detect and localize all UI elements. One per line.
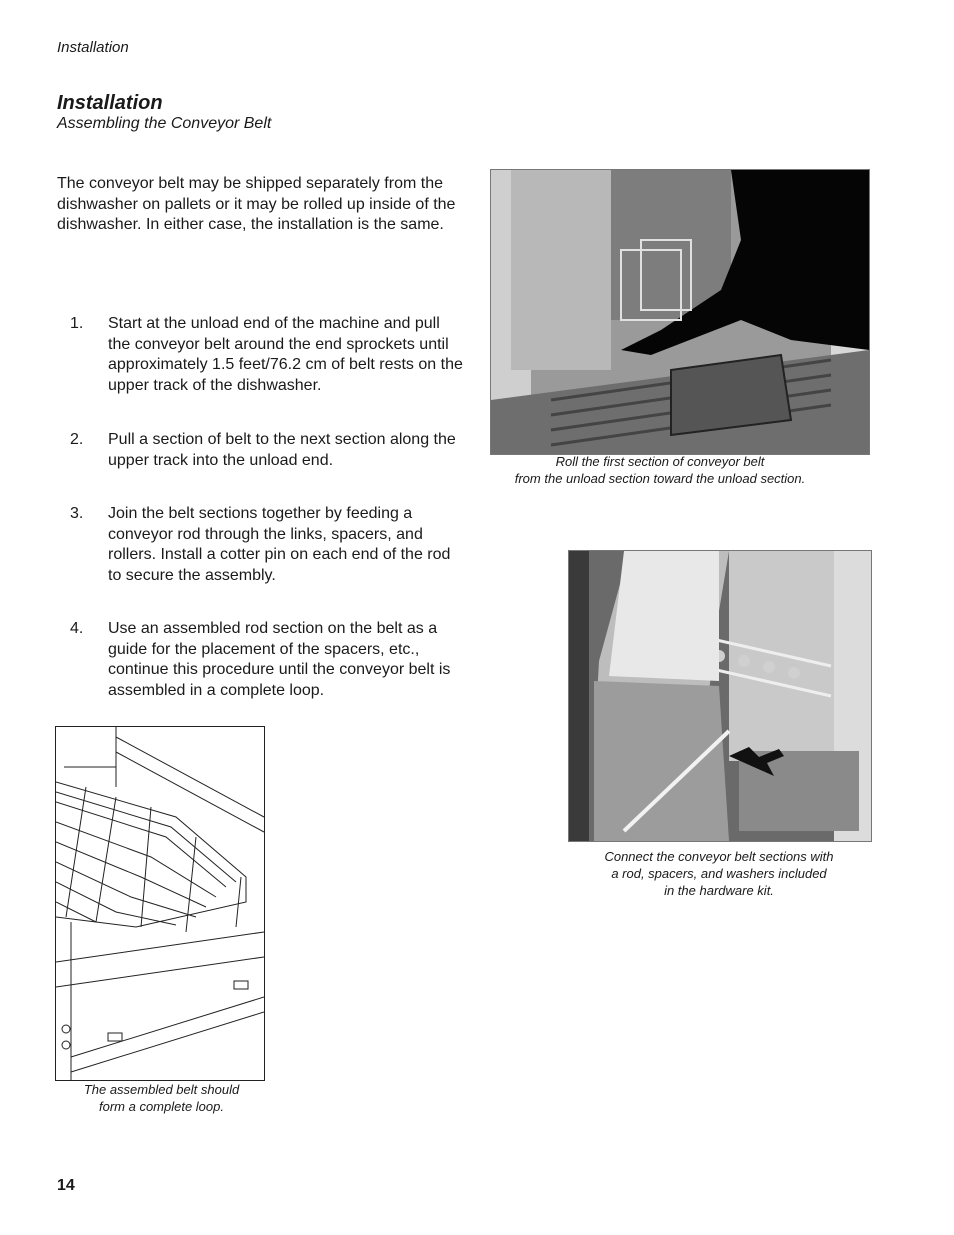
step-number: 3. [70, 505, 84, 522]
step-2 [70, 430, 470, 471]
caption-line: Roll the first section of conveyor belt [555, 454, 765, 469]
section-subtitle: Assembling the Conveyor Belt [57, 115, 272, 132]
step-1 [70, 314, 470, 396]
intro-paragraph: The conveyor belt may be shipped separately from the dishwasher on pallets or it may be rolled up inside of the dishwasher. In either case, the installation is the same. [57, 175, 456, 233]
step-4 [70, 619, 470, 701]
page-number: 14 [57, 1177, 75, 1194]
drawing-assembled-belt [55, 726, 265, 1081]
running-header: Installation [57, 39, 129, 56]
section-title: Installation [57, 92, 163, 114]
step-3 [70, 504, 470, 586]
caption-line: form a complete loop. [98, 1099, 224, 1114]
caption-line: in the hardware kit. [664, 883, 774, 898]
caption-line: from the unload section toward the unload section. [514, 471, 806, 486]
caption-line: a rod, spacers, and washers included [611, 866, 827, 881]
step-number: 2. [70, 431, 84, 448]
step-text: Join the belt sections together by feeding a conveyor rod through the links, spacers, and rollers. Install a cotter pin on each end of the rod to secure the assembly. [108, 505, 451, 584]
step-number: 1. [70, 315, 84, 332]
photo-rolling-belt [490, 169, 870, 455]
step-text: Pull a section of belt to the next section along the upper track into the unload end. [108, 431, 456, 469]
drawing-caption [55, 1081, 268, 1115]
step-number: 4. [70, 620, 84, 637]
photo2-caption [568, 848, 870, 899]
step-text: Use an assembled rod section on the belt as a guide for the placement of the spacers, etc., continue this procedure until the conveyor belt is assembled in a complete loop. [108, 620, 451, 699]
photo1-caption [490, 453, 830, 487]
caption-line: The assembled belt should [83, 1082, 240, 1097]
step-text: Start at the unload end of the machine and pull the conveyor belt around the end sprockets until approximately 1.5 feet/76.2 cm of belt rests on the upper track of the dishwasher. [108, 315, 463, 394]
photo-inserting-rod [568, 550, 872, 842]
caption-line: Connect the conveyor belt sections with [604, 849, 834, 864]
